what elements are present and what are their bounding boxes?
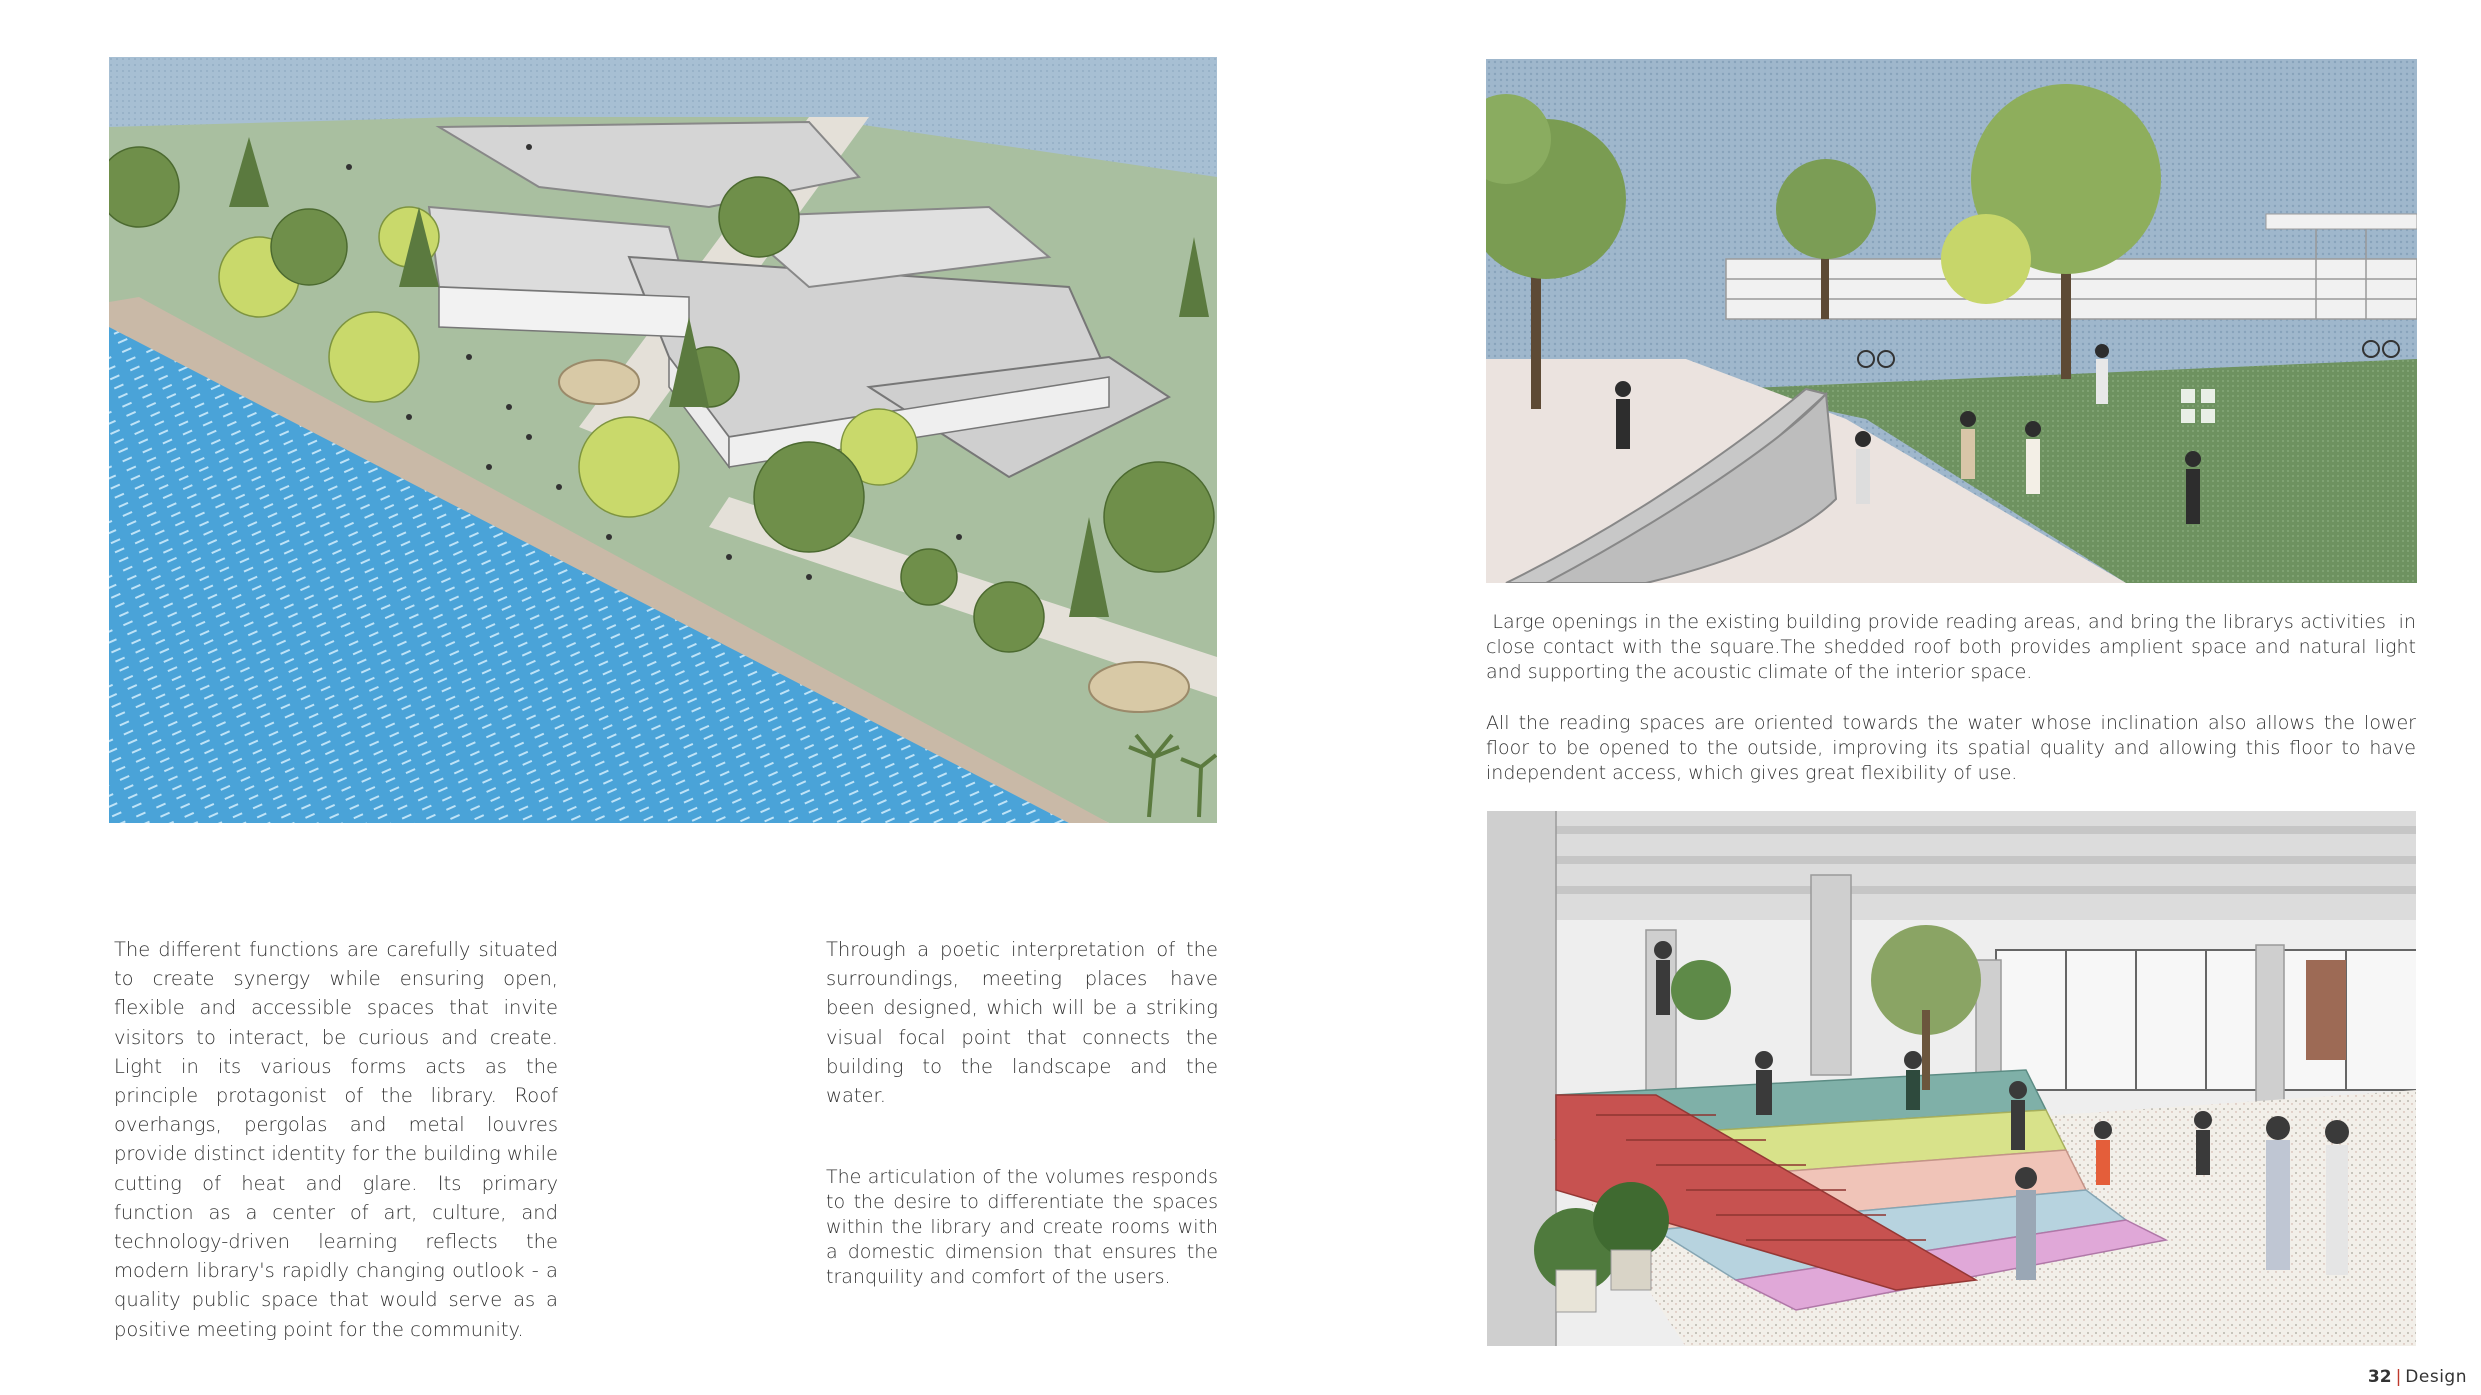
section-label: Design [2405,1367,2467,1387]
poetic-paragraph: Through a poetic interpretation of the surroundings, meeting places have been designed, which will be a striking visual focal point that connects the building to the landscape and the water. [826,938,1218,1108]
footer-separator: | [2395,1367,2402,1387]
page-number: 32 [2367,1367,2392,1387]
interior-view-image [1486,810,2417,1347]
terrace-view-image [1486,59,2417,583]
aerial-illustration [109,57,1217,823]
articulation-paragraph: The articulation of the volumes responds to the desire to differentiate the spaces within the library and create rooms with a domestic dimension that ensures the tranquility and comfort of the users. [826,1166,1218,1288]
aerial-view-image [109,57,1217,823]
terrace-illustration [1486,59,2417,583]
page-footer [2368,1367,2467,1387]
openings-paragraph: Large openings in the existing building provide reading areas, and bring the librarys activities in close contact with the square.The shedded roof both provides amplient space and natural light and supporting the acoustic climate of the interior space. [1486,611,2423,683]
functions-paragraph: The different functions are carefully situated to create synergy while ensuring open, flexible and accessible spaces that invite visitors to interact, be curious and create. Light in its various forms acts as the principle protagonist of the library. Roof overhangs, pergolas and metal louvres provide distinct identity for the building while cutting of heat and glare. Its primary function as a center of art, culture, and technology-driven learning reflects the modern library's rapidly changing outlook - a quality public space that would serve as a positive meeting point for the community. [114,938,558,1341]
orientation-paragraph: All the reading spaces are oriented towards the water whose inclination also allows the lower floor to be opened to the outside, improving its spatial quality and allowing this floor to have independent access, which gives great flexibility of use. [1486,712,2416,784]
interior-illustration [1486,810,2417,1347]
